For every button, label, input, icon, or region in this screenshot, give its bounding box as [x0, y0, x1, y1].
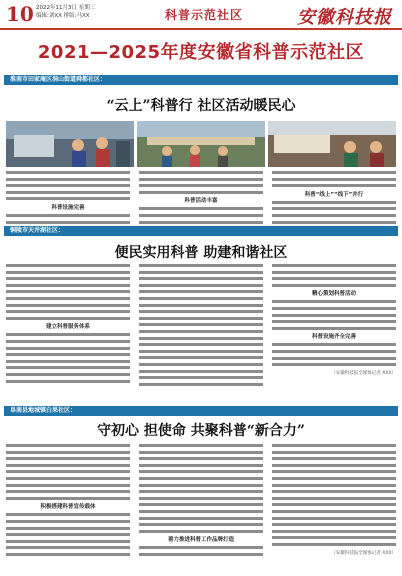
section-bar-label: 阜南县地城镇白果社区：	[10, 407, 77, 414]
article-photo-3	[268, 121, 396, 167]
masthead	[0, 0, 402, 30]
article-headline-2: 便民实用科普 助建和谐社区	[114, 245, 288, 261]
article-2-column-3	[272, 264, 396, 404]
article-credit: （安徽科技报全媒体记者 XXX）	[331, 370, 396, 376]
article-subhead: 建立科普服务体系	[45, 324, 90, 331]
article-subhead: 积极搭建科普宣传载体	[40, 504, 96, 511]
section-bar-3	[4, 406, 398, 416]
editor-line: 编辑:刘XX 排版:马XX	[36, 13, 90, 19]
article-3-column-3	[272, 444, 396, 572]
article-subhead: 科普设施完善	[51, 204, 85, 211]
article-credit: （安徽科技报全媒体记者 XXX）	[331, 550, 396, 556]
article-3-column-2	[139, 444, 263, 572]
section-bar-label: 淮南市田家庵区洞山街道舜都社区：	[10, 76, 107, 83]
newspaper-logo: 安徽科技报	[297, 7, 392, 28]
section-bar-2	[4, 226, 398, 236]
article-2-column-1	[6, 264, 130, 404]
article-subhead: 科普活动丰富	[184, 198, 218, 205]
article-photo-1	[6, 121, 134, 167]
article-subhead: 科普设施齐全完善	[311, 334, 356, 341]
article-2-column-2	[139, 264, 263, 404]
article-headline-3: 守初心 担使命 共聚科普“新合力”	[97, 423, 305, 439]
article-subhead: 科普“线上”“线下”并行	[304, 191, 364, 198]
article-subhead: 精心策划科普活动	[311, 291, 356, 298]
article-photo-2	[137, 121, 265, 167]
page-number: 10	[6, 2, 34, 26]
article-headline-1: “云上”科普行 社区活动暖民心	[106, 98, 296, 114]
section-bar-label: 铜陵市天井湖社区：	[10, 227, 65, 234]
section-bar-1	[4, 75, 398, 85]
article-3-column-1	[6, 444, 130, 572]
article-subhead: 着力推进科普工作品牌打造	[167, 537, 234, 544]
page-main-title: 2021—2025年度安徽省科普示范社区	[37, 42, 365, 63]
section-name: 科普示范社区	[165, 8, 244, 22]
issue-date: 2022年11月3日 星期三	[36, 5, 96, 11]
